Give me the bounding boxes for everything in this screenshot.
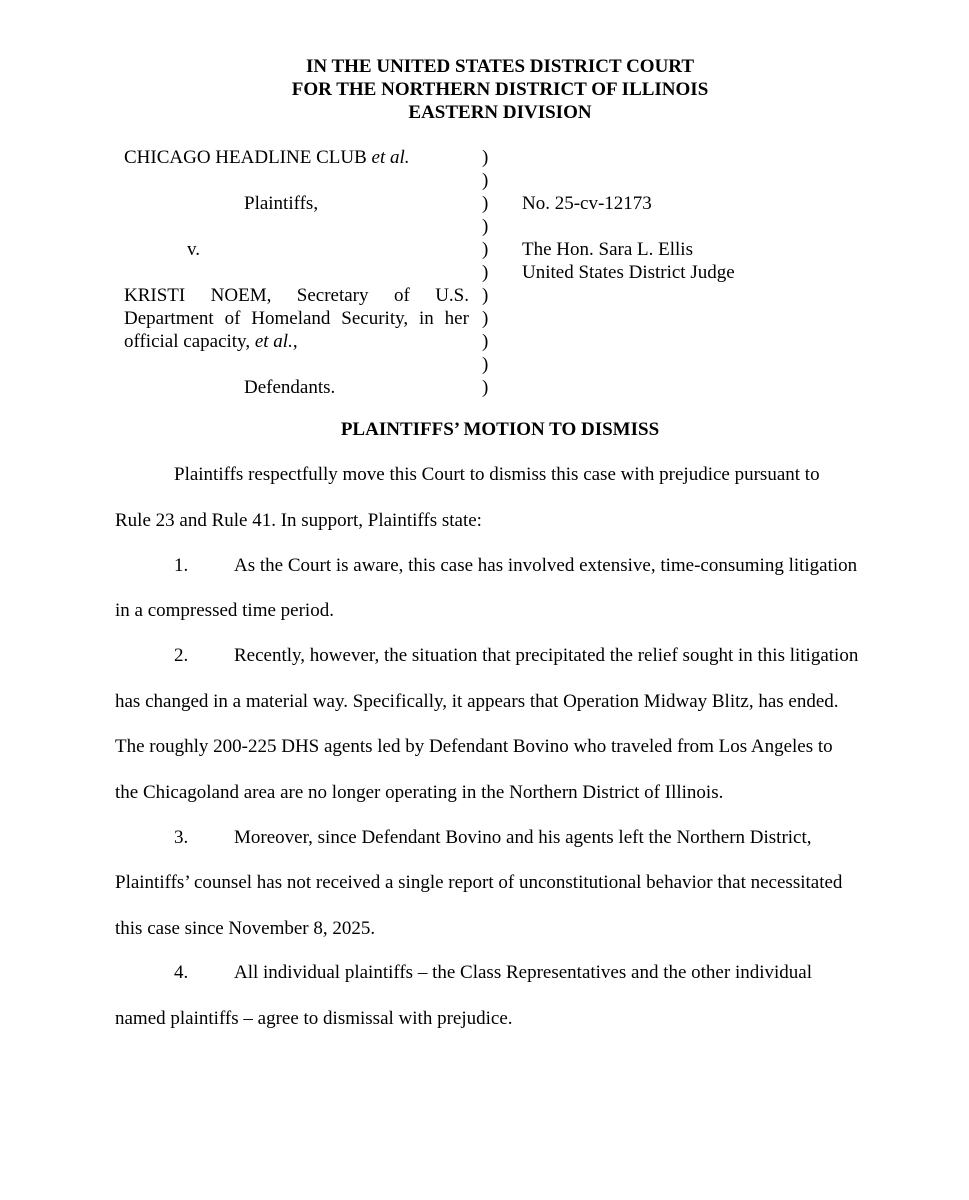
defendant-word: KRISTI bbox=[124, 285, 186, 306]
caption-paren: ) bbox=[482, 377, 489, 398]
caption-paren: ) bbox=[482, 193, 489, 214]
plaintiff-et-al: et al. bbox=[371, 147, 410, 168]
motion-title: PLAINTIFFS’ MOTION TO DISMISS bbox=[340, 419, 660, 440]
defendant-word: of bbox=[224, 308, 241, 329]
paragraph-number-1: 1. bbox=[174, 555, 189, 576]
paragraph-number-3: 3. bbox=[174, 827, 189, 848]
defendant-line-1 bbox=[124, 284, 469, 307]
defendant-word: Department bbox=[124, 308, 214, 329]
paragraph-2-line-3: The roughly 200-225 DHS agents led by Defendant Bovino who traveled from Los Angeles to bbox=[115, 736, 833, 757]
court-header-line-1: IN THE UNITED STATES DISTRICT COURT bbox=[305, 56, 695, 77]
defendant-comma: , bbox=[292, 331, 298, 352]
caption-paren: ) bbox=[482, 285, 489, 306]
defendant-word: in bbox=[419, 308, 434, 329]
court-header bbox=[0, 55, 969, 124]
paragraph-number-2: 2. bbox=[174, 645, 189, 666]
caption-paren: ) bbox=[482, 216, 489, 237]
paragraph-1-line-1: As the Court is aware, this case has involved extensive, time-consuming litigation bbox=[234, 555, 858, 576]
defendants-label: Defendants. bbox=[244, 377, 336, 398]
defendant-line-2 bbox=[124, 307, 469, 330]
caption-paren: ) bbox=[482, 147, 489, 168]
defendant-word: Security, bbox=[341, 308, 409, 329]
paragraph-4-line-1: All individual plaintiffs – the Class Representatives and the other individual bbox=[234, 962, 812, 983]
defendant-word: Secretary bbox=[296, 285, 369, 306]
court-header-line-3: EASTERN DIVISION bbox=[408, 102, 592, 123]
defendant-capacity: official capacity, bbox=[124, 331, 255, 352]
intro-line-1: Plaintiffs respectfully move this Court to dismiss this case with prejudice pursuant to bbox=[174, 464, 820, 485]
paragraph-2-line-4: the Chicagoland area are no longer operating in the Northern District of Illinois. bbox=[115, 782, 724, 803]
caption-paren: ) bbox=[482, 354, 489, 375]
versus-label: v. bbox=[187, 239, 201, 260]
caption-paren: ) bbox=[482, 308, 489, 329]
defendant-word: U.S. bbox=[435, 285, 469, 306]
caption-paren: ) bbox=[482, 262, 489, 283]
paragraph-1-line-2: in a compressed time period. bbox=[115, 600, 334, 621]
defendant-word: her bbox=[444, 308, 469, 329]
defendant-word: of bbox=[393, 285, 410, 306]
caption-paren-column bbox=[482, 146, 488, 399]
plaintiff-name-text: CHICAGO HEADLINE CLUB bbox=[124, 147, 367, 168]
case-number: No. 25-cv-12173 bbox=[522, 193, 652, 214]
defendant-name bbox=[124, 284, 469, 353]
judge-title: United States District Judge bbox=[522, 262, 735, 283]
paragraph-3-line-1: Moreover, since Defendant Bovino and his agents left the Northern District, bbox=[234, 827, 812, 848]
paragraph-3-line-3: this case since November 8, 2025. bbox=[115, 918, 376, 939]
court-header-line-2: FOR THE NORTHERN DISTRICT OF ILLINOIS bbox=[291, 79, 709, 100]
caption-paren: ) bbox=[482, 331, 489, 352]
defendant-et-al: et al. bbox=[254, 331, 293, 352]
plaintiffs-label: Plaintiffs, bbox=[244, 193, 319, 214]
paragraph-3-line-2: Plaintiffs’ counsel has not received a single report of unconstitutional behavior that necessitated bbox=[115, 872, 843, 893]
paragraph-2-line-1: Recently, however, the situation that precipitated the relief sought in this litigation bbox=[234, 645, 859, 666]
defendant-line-3 bbox=[124, 330, 469, 353]
defendant-word: NOEM, bbox=[210, 285, 272, 306]
paragraph-4-line-2: named plaintiffs – agree to dismissal with prejudice. bbox=[115, 1008, 513, 1029]
paragraph-number-4: 4. bbox=[174, 962, 189, 983]
defendant-word: Homeland bbox=[251, 308, 331, 329]
caption-paren: ) bbox=[482, 170, 489, 191]
intro-line-2: Rule 23 and Rule 41. In support, Plaintiffs state: bbox=[115, 510, 482, 531]
paragraph-2-line-2: has changed in a material way. Specifically, it appears that Operation Midway Blitz, has ended. bbox=[115, 691, 839, 712]
plaintiff-name bbox=[124, 146, 410, 169]
caption-paren: ) bbox=[482, 239, 489, 260]
judge-name: The Hon. Sara L. Ellis bbox=[522, 239, 693, 260]
